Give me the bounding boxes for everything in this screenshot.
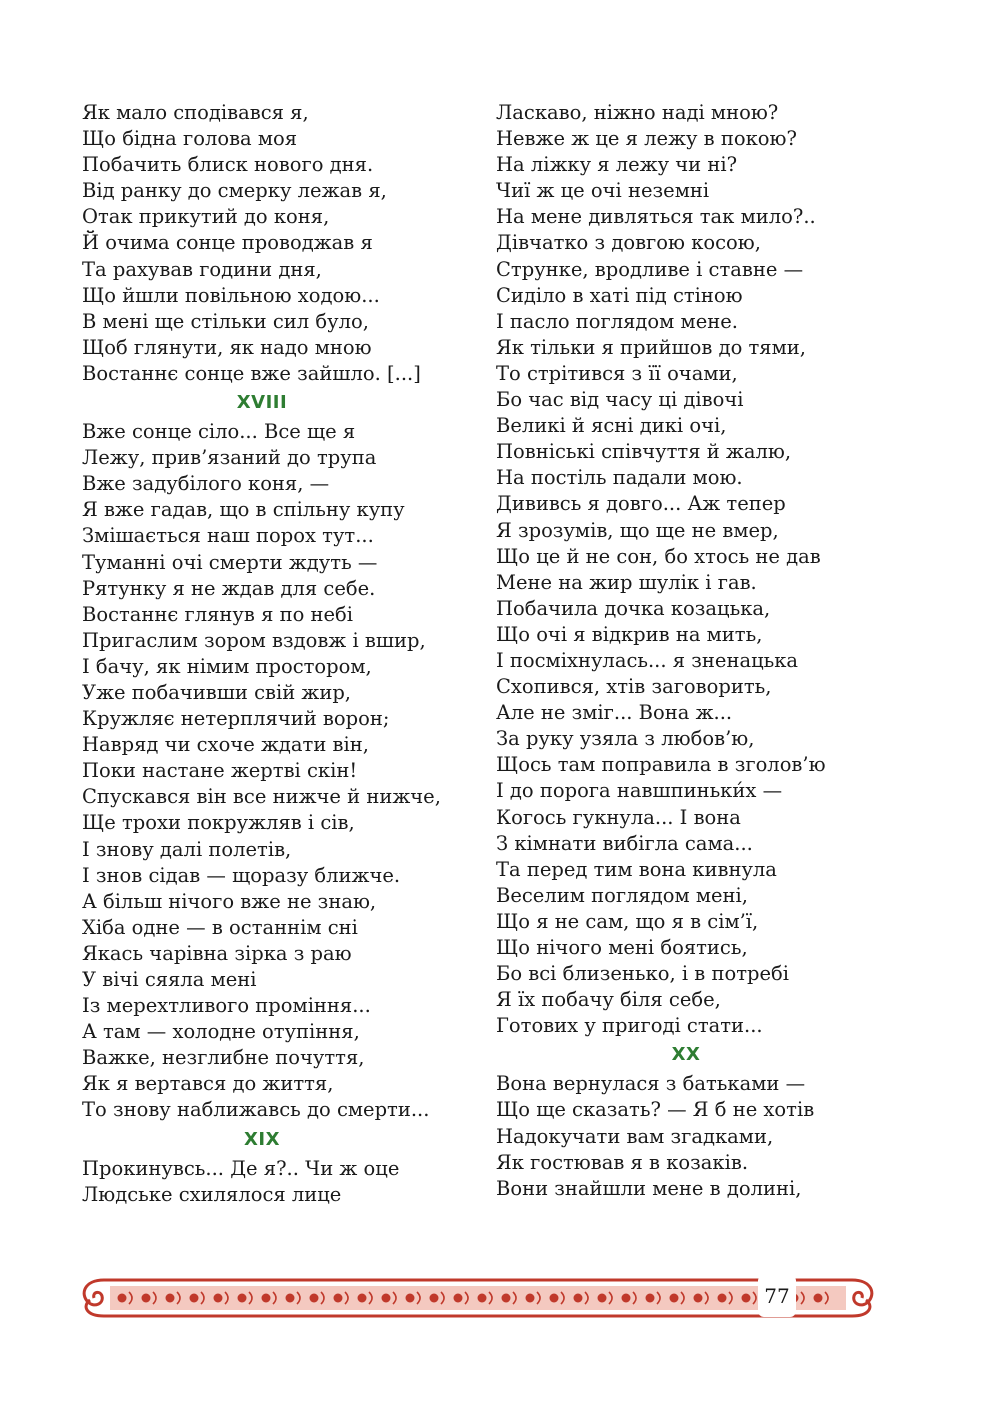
- poem-line: Лежу, прив’язаний до трупа: [82, 446, 377, 470]
- poem-line: Схопився, хтів заговорить,: [496, 675, 772, 699]
- ornament-flower: [742, 1294, 751, 1303]
- poem-line: Хіба одне — в останнім сні: [82, 915, 358, 939]
- poem-line: Бо час від часу ці дівочі: [496, 388, 744, 412]
- left-scroll-ornament: [84, 1280, 104, 1316]
- ornament-flower: [334, 1294, 343, 1303]
- ornament-flower: [526, 1294, 535, 1303]
- ornament-flower: [598, 1294, 607, 1303]
- ornament-flower: [310, 1294, 319, 1303]
- poem-line: Із мерехтливого проміння...: [82, 994, 371, 1018]
- ornament-flower: [190, 1294, 199, 1303]
- poem-line: На мене дивляться так мило?..: [496, 205, 816, 229]
- poem-line: Я вже гадав, що в спільну купу: [82, 498, 405, 522]
- poem-line: Навряд чи схоче ждати він,: [82, 733, 369, 757]
- poem-line: Щось там поправила в зголов’ю: [496, 753, 826, 777]
- poem-line: І знову далі полетів,: [82, 837, 292, 861]
- poem-line: Та рахував години дня,: [82, 257, 322, 281]
- ornament-flower: [670, 1294, 679, 1303]
- ornament-flower: [358, 1294, 367, 1303]
- poem-line: І до порога навшпиньки́х —: [496, 779, 783, 803]
- poem-line: Щоб глянути, як надо мною: [82, 335, 372, 359]
- poem-line: І посміхнулась... я зненацька: [496, 648, 799, 672]
- poem-line: Поки настане жертві скін!: [82, 759, 358, 783]
- poem-line: Вже сонце сіло... Все ще я: [82, 420, 356, 444]
- section-xviii-lines: [82, 419, 442, 1124]
- poem-line: Що йшли повільною ходою...: [82, 283, 380, 307]
- poem-line: Вже задубілого коня, —: [82, 472, 330, 496]
- poem-line: В мені ще стільки сил було,: [82, 309, 369, 333]
- poem-line: На ліжку я лежу чи ні?: [496, 153, 738, 177]
- section-heading-xix: XIX: [244, 1128, 280, 1150]
- poem-line: Що очі я відкрив на мить,: [496, 622, 763, 646]
- ornament-flower: [550, 1294, 559, 1303]
- right-scroll-ornament: [852, 1280, 872, 1316]
- poem-line: Мене на жир шулік і гав.: [496, 570, 757, 594]
- stanza-top-left: [82, 100, 442, 387]
- poem-line: Кружляє нетерплячий ворон;: [82, 707, 390, 731]
- poem-line: Вони знайшли мене в долині,: [496, 1176, 802, 1200]
- poem-line: Від ранку до смерку лежав я,: [82, 179, 387, 203]
- poem-line: Рятунку я не ждав для себе.: [82, 576, 376, 600]
- ornament-flower: [214, 1294, 223, 1303]
- poem-line: І знов сідав — щоразу ближче.: [82, 863, 401, 887]
- ornament-flower: [118, 1294, 127, 1303]
- poem-line: Отак прикутий до коня,: [82, 205, 330, 229]
- left-column: [82, 100, 442, 1208]
- poem-line: Я зрозумів, що ще не вмер,: [496, 518, 779, 542]
- poem-line: Когось гукнула... І вона: [496, 805, 741, 829]
- section-xix-lines: [82, 1156, 442, 1208]
- ornament-flower: [454, 1294, 463, 1303]
- poem-line: З кімнати вибігла сама...: [496, 831, 753, 855]
- ornament-flower: [142, 1294, 151, 1303]
- poem-line: Востаннє глянув я по небі: [82, 602, 354, 626]
- poem-line: Дівчатко з довгою косою,: [496, 231, 761, 255]
- stanza-top-right: [496, 100, 876, 1039]
- ornament-flower: [622, 1294, 631, 1303]
- poem-line: Ласкаво, ніжно наді мною?: [496, 101, 779, 124]
- poem-line: Що я не сам, що я в сім’ї,: [496, 909, 759, 933]
- poem-line: Але не зміг... Вона ж...: [496, 701, 733, 725]
- poem-line: Як тільки я прийшов до тями,: [496, 335, 806, 359]
- ornament-flower: [574, 1294, 583, 1303]
- poem-line: Востаннє сонце вже зайшло. [...]: [82, 361, 421, 385]
- poem-line: Як я вертався до життя,: [82, 1072, 334, 1096]
- poem-line: Важке, незглибне почуття,: [82, 1046, 365, 1070]
- poem-line: Дививсь я довго... Аж тепер: [496, 492, 786, 516]
- poem-line: Людське схилялося лице: [82, 1182, 342, 1206]
- poem-line: Що бідна голова моя: [82, 127, 298, 151]
- page-number: 77: [764, 1284, 790, 1308]
- poem-line: Прокинувсь... Де я?.. Чи ж оце: [82, 1156, 400, 1180]
- ornament-flower: [718, 1294, 727, 1303]
- poem-line: То знову наближавсь до смерти...: [82, 1098, 430, 1122]
- section-heading-xx: XX: [671, 1044, 701, 1066]
- poem-line: Що це й не сон, бо хтось не дав: [496, 544, 821, 568]
- ornament-flower: [814, 1294, 823, 1303]
- poem-line: Якась чарівна зірка з раю: [82, 941, 352, 965]
- poem-line: За руку узяла з любов’ю,: [496, 727, 755, 751]
- ornament-flower: [382, 1294, 391, 1303]
- poem-line: Бо всі близенько, і в потребі: [496, 962, 789, 986]
- poem-line: Сиділо в хаті під стіною: [496, 283, 743, 307]
- ornament-flower: [406, 1294, 415, 1303]
- poem-line: То стрітився з її очами,: [496, 361, 738, 385]
- poem-line: І пасло поглядом мене.: [496, 309, 738, 333]
- poem-line: Й очима сонце проводжав я: [82, 231, 373, 255]
- poem-line: Як гостював я в козаків.: [496, 1150, 749, 1174]
- section-xx-lines: [496, 1071, 876, 1201]
- poem-line: Веселим поглядом мені,: [496, 883, 748, 907]
- poem-line: Уже побачивши свій жир,: [82, 680, 352, 704]
- poem-line: Побачить блиск нового дня.: [82, 153, 374, 177]
- poem-line: Що нічого мені боятись,: [496, 936, 748, 959]
- poem-line: А більш нічого вже не знаю,: [82, 889, 377, 913]
- ornament-flower: [502, 1294, 511, 1303]
- poem-line: У вічі сяяла мені: [82, 968, 257, 991]
- poem-line: Готових у пригоді стати...: [496, 1014, 763, 1038]
- poem-line: Та перед тим вона кивнула: [496, 857, 777, 881]
- section-heading-xviii: XVIII: [236, 392, 288, 414]
- ornament-flower: [694, 1294, 703, 1303]
- poem-line: Ще трохи покружляв і сів,: [82, 811, 355, 835]
- poem-line: А там — холодне отупіння,: [82, 1020, 360, 1044]
- ornament-flower: [478, 1294, 487, 1303]
- poem-line: І бачу, як німим простором,: [82, 654, 372, 678]
- ornament-flower: [262, 1294, 271, 1303]
- poem-line: Вона вернулася з батьками —: [496, 1072, 806, 1096]
- poem-line: На постіль падали мою.: [496, 466, 743, 490]
- page-number-box: [758, 1275, 796, 1317]
- poem-line: Невже ж це я лежу в покою?: [496, 127, 797, 151]
- poem-line: Надокучати вам згадками,: [496, 1124, 774, 1148]
- poem-line: Змішається наш порох тут...: [82, 524, 374, 548]
- poem-line: Що ще сказать? — Я б не хотів: [496, 1098, 815, 1122]
- ornament-flower: [238, 1294, 247, 1303]
- poem-line: Спускався він все нижче й нижче,: [82, 785, 441, 809]
- right-column: [496, 100, 876, 1202]
- poem-line: Туманні очі смерти ждуть —: [82, 550, 378, 574]
- ornament-flower: [646, 1294, 655, 1303]
- poem-line: Я їх побачу біля себе,: [496, 988, 721, 1012]
- ornament-flower: [430, 1294, 439, 1303]
- poem-line: Великі й ясні дикі очі,: [496, 414, 727, 438]
- poem-line: Пригаслим зором вздовж і вшир,: [82, 628, 426, 652]
- poem-line: Струнке, вродливе і ставне —: [496, 257, 804, 281]
- poem-line: Повніські співчуття й жалю,: [496, 440, 792, 464]
- poem-line: Як мало сподівався я,: [82, 101, 309, 124]
- ornament-flower: [286, 1294, 295, 1303]
- ornament-flower: [166, 1294, 175, 1303]
- poem-line: Побачила дочка козацька,: [496, 596, 771, 620]
- poem-line: Чиї ж це очі неземні: [496, 179, 710, 203]
